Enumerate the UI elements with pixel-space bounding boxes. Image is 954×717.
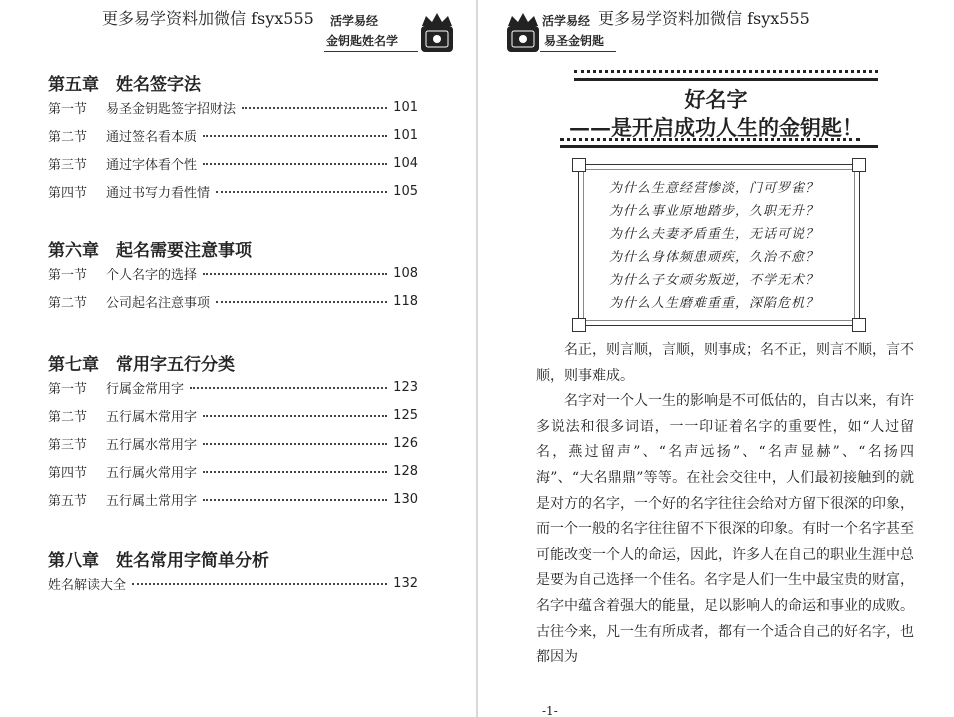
page-number: -1- bbox=[542, 704, 558, 717]
section-title: 易圣金钥匙签字招财法 bbox=[106, 101, 237, 117]
section-number: 第四节 bbox=[48, 185, 88, 201]
section-number: 第三节 bbox=[48, 157, 88, 173]
section-title: 通过书写力看性情 bbox=[106, 185, 211, 201]
frame-corner bbox=[852, 318, 866, 332]
page-reference: 101 bbox=[393, 127, 418, 143]
section-title: 五行属水常用字 bbox=[106, 437, 198, 453]
toc-entry bbox=[48, 181, 418, 201]
page-reference: 108 bbox=[393, 265, 418, 281]
body-paragraph: 名正，则言顺，言顺，则事成；名不正，则言不顺，言不顺，则事难成。 bbox=[536, 342, 914, 384]
dot-leader bbox=[216, 301, 387, 303]
toc-entry bbox=[48, 405, 418, 425]
section-number: 第一节 bbox=[48, 381, 88, 397]
toc-entry bbox=[48, 125, 418, 145]
page-reference: 101 bbox=[393, 99, 418, 115]
section-title: 五行属火常用字 bbox=[106, 465, 198, 481]
section-title: 行属金常用字 bbox=[106, 381, 185, 397]
question-line: 为什么子女顽劣叛逆，不学无术？ bbox=[609, 273, 820, 288]
banner-title: 好名字 bbox=[684, 87, 748, 112]
toc-entry bbox=[48, 377, 418, 397]
section-number: 第二节 bbox=[48, 129, 88, 145]
page-reference: 128 bbox=[393, 463, 418, 479]
section-number: 第二节 bbox=[48, 409, 88, 425]
section-title: 公司起名注意事项 bbox=[106, 295, 211, 311]
page-reference: 105 bbox=[393, 183, 418, 199]
toc-entry bbox=[48, 433, 418, 453]
header-book-title-right: 易圣金钥匙 bbox=[544, 34, 605, 48]
page-reference: 126 bbox=[393, 435, 418, 451]
section-number: 第四节 bbox=[48, 465, 88, 481]
toc-entry bbox=[48, 489, 418, 509]
banner-dotted-rule bbox=[560, 138, 860, 141]
section-number: 第五节 bbox=[48, 493, 88, 509]
watermark-left: 更多易学资料加微信 fsyx555 bbox=[102, 9, 314, 28]
body-text bbox=[536, 338, 914, 671]
question-line: 为什么事业原地踏步，久职无升？ bbox=[609, 204, 820, 219]
dot-leader bbox=[203, 273, 387, 275]
chapter-heading: 第六章 起名需要注意事项 bbox=[48, 241, 252, 261]
crown-badge-icon bbox=[502, 10, 544, 54]
chapter-heading: 第八章 姓名常用字简单分析 bbox=[48, 551, 269, 571]
frame-corner bbox=[852, 158, 866, 172]
dot-leader bbox=[216, 191, 387, 193]
banner-subtitle: ——是开启成功人生的金钥匙！ bbox=[569, 115, 863, 140]
body-paragraph: 名字对一个人一生的影响是不可低估的，自古以来，有许多说法和很多词语，一一印证着名字的重要性，如“人过留名，燕过留声”、“名声远扬”、“名声显赫”、“名扬四海”、“大名鼎鼎”等等。在社会交往中，人们最初接触到的就是对方的名字，一个好的名字往往会给对方留下很深的印象，而一个一般的名字往往留不下很深的印象。有时一个名字甚至可能改变一个人的命运，因此，许多人在自己的职业生涯中总是要为自己选择一个佳名。名字是人们一生中最宝贵的财富，名字中蕴含着强大的能量，足以影响人的命运和事业的成败。古往今来，凡一生有所成者，都有一个适合自己的好名字，也都因为 bbox=[536, 393, 914, 666]
question-line: 为什么人生磨难重重，深陷危机？ bbox=[609, 296, 820, 311]
section-title: 通过字体看个性 bbox=[106, 157, 198, 173]
banner-rule bbox=[574, 78, 878, 81]
toc-entry bbox=[48, 97, 418, 117]
header-rule-left bbox=[324, 51, 418, 52]
section-title: 通过签名看本质 bbox=[106, 129, 198, 145]
frame-corner bbox=[572, 158, 586, 172]
toc-entry bbox=[48, 291, 418, 311]
dot-leader bbox=[242, 107, 387, 109]
dot-leader bbox=[203, 415, 387, 417]
chapter-heading: 第七章 常用字五行分类 bbox=[48, 355, 235, 375]
header-book-title-left: 金钥匙姓名学 bbox=[326, 34, 399, 48]
section-number: 第一节 bbox=[48, 101, 88, 117]
left-page bbox=[0, 0, 476, 717]
dot-leader bbox=[203, 163, 387, 165]
toc-entry bbox=[48, 461, 418, 481]
question-line: 为什么生意经营惨淡，门可罗雀？ bbox=[609, 181, 820, 196]
right-page bbox=[478, 0, 954, 717]
question-line: 为什么身体频患顽疾，久治不愈？ bbox=[609, 250, 820, 265]
banner-rule bbox=[560, 145, 878, 148]
section-number: 第一节 bbox=[48, 267, 88, 283]
crown-badge-icon bbox=[416, 10, 458, 54]
watermark-right: 更多易学资料加微信 fsyx555 bbox=[598, 9, 810, 28]
section-title: 五行属土常用字 bbox=[106, 493, 198, 509]
section-number: 第三节 bbox=[48, 437, 88, 453]
page-reference: 123 bbox=[393, 379, 418, 395]
chapter-heading: 第五章 姓名签字法 bbox=[48, 75, 201, 95]
page-reference: 125 bbox=[393, 407, 418, 423]
dot-leader bbox=[203, 135, 387, 137]
dot-leader bbox=[132, 583, 387, 585]
header-rule-right bbox=[540, 51, 616, 52]
dot-leader bbox=[190, 387, 387, 389]
toc-entry bbox=[48, 263, 418, 283]
dot-leader bbox=[203, 471, 387, 473]
question-box bbox=[578, 164, 860, 326]
section-title: 五行属木常用字 bbox=[106, 409, 198, 425]
section-title: 个人名字的选择 bbox=[106, 267, 198, 283]
section-title: 姓名解读大全 bbox=[48, 577, 127, 593]
section-number: 第二节 bbox=[48, 295, 88, 311]
dot-leader bbox=[203, 499, 387, 501]
page-reference: 104 bbox=[393, 155, 418, 171]
banner-dotted-rule bbox=[574, 70, 878, 73]
question-line: 为什么夫妻矛盾重生，无话可说？ bbox=[609, 227, 820, 242]
header-series-right: 活学易经 bbox=[542, 14, 591, 28]
toc-entry bbox=[48, 573, 418, 593]
header-series-left: 活学易经 bbox=[330, 14, 379, 28]
dot-leader bbox=[203, 443, 387, 445]
toc-entry bbox=[48, 153, 418, 173]
page-reference: 132 bbox=[393, 575, 418, 591]
page-reference: 130 bbox=[393, 491, 418, 507]
frame-corner bbox=[572, 318, 586, 332]
page-reference: 118 bbox=[393, 293, 418, 309]
